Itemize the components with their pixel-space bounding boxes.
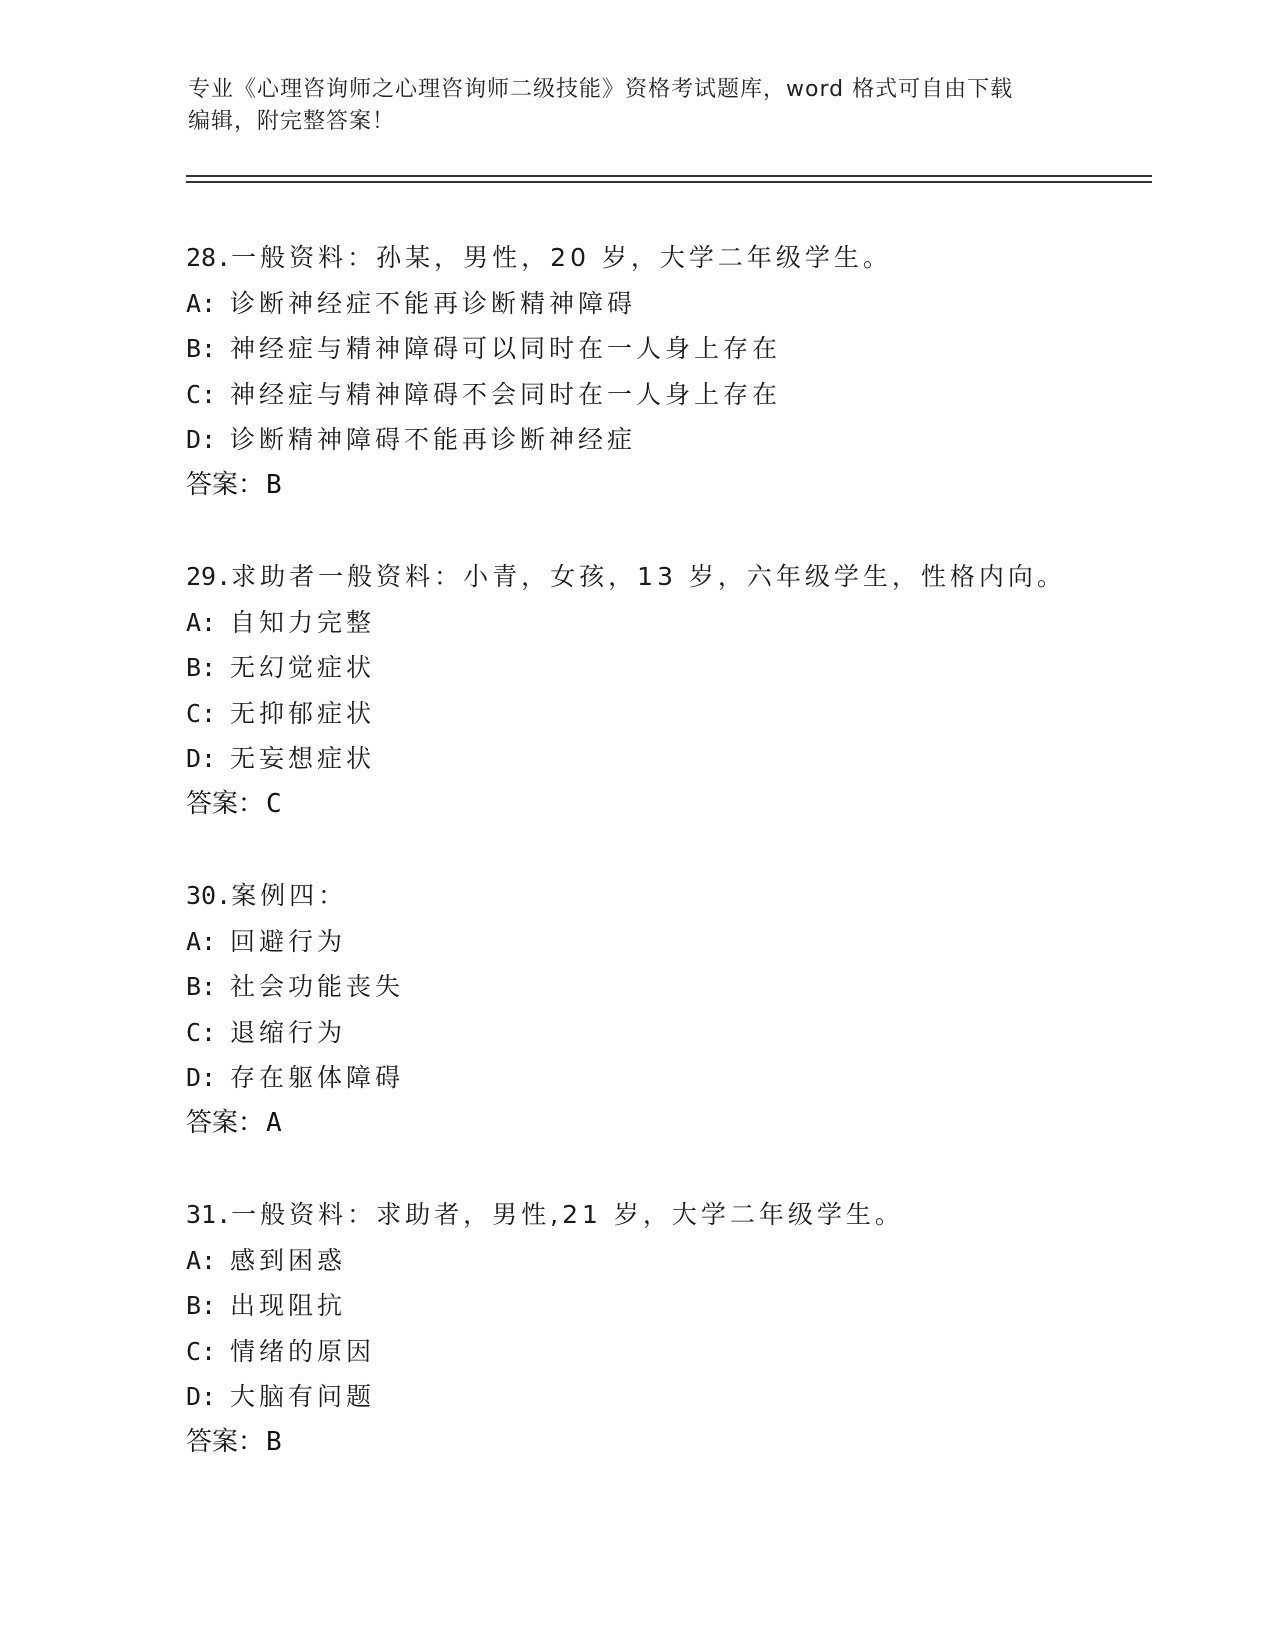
question-28 xyxy=(186,235,1146,508)
question-30 xyxy=(186,873,1146,1146)
question-text: 一般资料：孙某，男性，20 岁，大学二年级学生。 xyxy=(231,243,892,272)
option-a xyxy=(186,919,1146,965)
option-letter: D: xyxy=(186,1063,217,1092)
option-text: 退缩行为 xyxy=(230,1017,347,1047)
option-a xyxy=(186,600,1146,646)
option-d xyxy=(186,736,1146,782)
option-letter: A: xyxy=(186,1245,217,1275)
answer-line xyxy=(186,1101,1146,1147)
question-31 xyxy=(186,1192,1146,1465)
header-divider-top xyxy=(186,175,1152,177)
option-letter: B: xyxy=(186,334,217,363)
option-c xyxy=(186,1329,1146,1375)
question-text: 求助者一般资料：小青，女孩，13 岁，六年级学生，性格内向。 xyxy=(231,562,1066,591)
answer-value: B xyxy=(266,1426,282,1457)
header-line-1: 专业《心理咨询师之心理咨询师二级技能》资格考试题库，word 格式可自由下载 xyxy=(188,77,1014,102)
option-b xyxy=(186,326,1146,372)
question-stem xyxy=(186,873,1146,919)
option-letter: B: xyxy=(186,972,217,1001)
option-text: 神经症与精神障碍可以同时在一人身上存在 xyxy=(230,334,782,363)
answer-label: 答案： xyxy=(186,1107,265,1138)
option-text: 存在躯体障碍 xyxy=(230,1063,405,1092)
option-letter: C: xyxy=(186,379,217,409)
option-b xyxy=(186,1283,1146,1329)
option-text: 感到困惑 xyxy=(230,1245,347,1275)
option-d xyxy=(186,417,1146,463)
option-text: 自知力完整 xyxy=(230,607,376,637)
option-text: 回避行为 xyxy=(230,926,347,956)
document-header xyxy=(188,74,1088,138)
answer-line xyxy=(186,463,1146,509)
header-line-2: 编辑，附完整答案！ xyxy=(188,109,396,134)
option-text: 诊断神经症不能再诊断精神障碍 xyxy=(230,288,637,318)
answer-value: C xyxy=(266,788,282,819)
option-d xyxy=(186,1055,1146,1101)
question-text: 案例四： xyxy=(231,881,348,910)
question-stem xyxy=(186,554,1146,600)
option-text: 诊断精神障碍不能再诊断神经症 xyxy=(230,425,637,454)
option-text: 神经症与精神障碍不会同时在一人身上存在 xyxy=(230,379,782,409)
answer-label: 答案： xyxy=(186,788,265,819)
question-stem xyxy=(186,1192,1146,1238)
option-text: 出现阻抗 xyxy=(230,1291,347,1320)
option-letter: A: xyxy=(186,288,217,318)
option-d xyxy=(186,1374,1146,1420)
question-text: 一般资料：求助者，男性,21 岁，大学二年级学生。 xyxy=(231,1200,904,1229)
answer-value: A xyxy=(266,1107,282,1138)
question-29 xyxy=(186,554,1146,827)
option-text: 情绪的原因 xyxy=(230,1336,376,1366)
option-c xyxy=(186,691,1146,737)
question-number: 28. xyxy=(186,243,232,272)
option-letter: B: xyxy=(186,653,217,682)
question-number: 29. xyxy=(186,562,232,591)
option-text: 无抑郁症状 xyxy=(230,698,376,728)
option-letter: C: xyxy=(186,1336,217,1366)
option-text: 无妄想症状 xyxy=(230,744,376,773)
option-letter: A: xyxy=(186,926,217,956)
question-number: 30. xyxy=(186,881,232,910)
answer-value: B xyxy=(266,469,282,500)
option-b xyxy=(186,645,1146,691)
option-text: 无幻觉症状 xyxy=(230,653,376,682)
option-letter: D: xyxy=(186,744,217,773)
question-number: 31. xyxy=(186,1200,232,1229)
answer-label: 答案： xyxy=(186,1426,265,1457)
option-letter: B: xyxy=(186,1291,217,1320)
option-a xyxy=(186,281,1146,327)
option-letter: D: xyxy=(186,425,217,454)
option-letter: C: xyxy=(186,698,217,728)
answer-line xyxy=(186,1420,1146,1466)
header-divider-bottom xyxy=(186,181,1152,183)
option-a xyxy=(186,1238,1146,1284)
option-c xyxy=(186,1010,1146,1056)
option-letter: D: xyxy=(186,1382,217,1411)
option-text: 社会功能丧失 xyxy=(230,972,405,1001)
question-stem xyxy=(186,235,1146,281)
option-c xyxy=(186,372,1146,418)
option-b xyxy=(186,964,1146,1010)
option-text: 大脑有问题 xyxy=(230,1382,376,1411)
answer-label: 答案： xyxy=(186,469,265,500)
option-letter: A: xyxy=(186,607,217,637)
answer-line xyxy=(186,782,1146,828)
option-letter: C: xyxy=(186,1017,217,1047)
